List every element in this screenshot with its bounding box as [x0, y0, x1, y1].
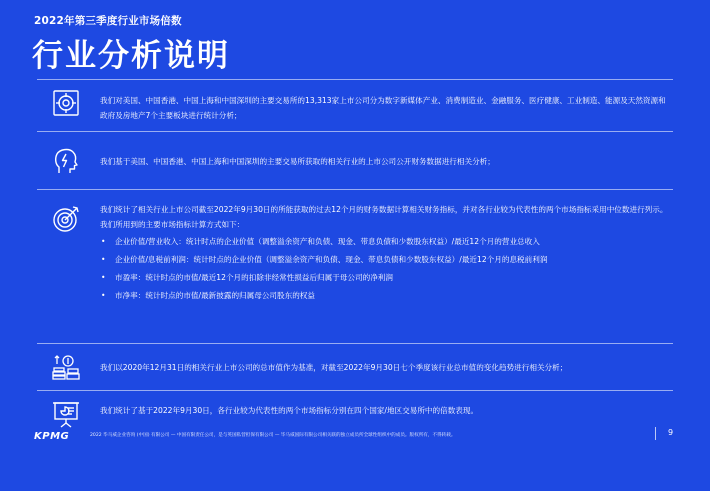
list-item-body: [100, 202, 673, 308]
list-item: [37, 343, 673, 390]
analysis-notes-list: [37, 79, 673, 434]
list-item-text: 我们统计了相关行业上市公司截至2022年9月30日的所能获取的过去12个月的财务数据计算相关财务指标，并对各行业较为代表性的两个市场指标采用中位数进行列示。我们所用到的主要市场指标计算方式如下：: [100, 205, 668, 229]
list-item: [37, 390, 673, 434]
list-item: [37, 79, 673, 131]
list-item-text: 我们对美国、中国香港、中国上海和中国深圳的主要交易所的13,313家上市公司分为数字新媒体产业、消费制造业、金融服务、医疗健康、工业制造、能源及天然资源和政府及房地产7个主要板块进行统计分析；: [100, 96, 666, 120]
presentation-board-icon: [51, 399, 81, 429]
kpmg-logo: KPMG: [34, 431, 70, 442]
list-item: [37, 189, 673, 343]
metric-definition: • 市净率：统计时点的市值/最新披露的归属母公司股东的权益: [100, 290, 673, 302]
bullseye-icon: [51, 204, 81, 234]
page-number: 9: [668, 428, 674, 437]
metric-definition: • 企业价值/息税前利润：统计时点的企业价值（调整溢余资产和负债、现金、带息负债和少数股东权益）/最近12个月的息税前利润: [100, 254, 673, 266]
footer-divider: [655, 427, 656, 440]
footer-legal-text: 2022 毕马威企业咨询 (中国) 有限公司 — 中国有限责任公司，是与英国私营担保有限公司 — 毕马威国际有限公司相关联的独立成员所全球性组织中的成员。版权所有，不得转载。: [90, 433, 456, 438]
list-item-text: 我们统计了基于2022年9月30日，各行业较为代表性的两个市场指标分别在四个国家/地区交易所中的倍数表现。: [100, 406, 479, 415]
metric-definition: • 市盈率：统计时点的市值/最近12个月的扣除非经常性损益后归属于母公司的净利润: [100, 272, 673, 284]
page-title: 行业分析说明: [32, 38, 230, 74]
money-stack-icon: [51, 352, 81, 382]
target-frame-icon: [51, 88, 81, 118]
head-idea-icon: [51, 146, 81, 176]
list-item-text: 我们以2020年12月31日的相关行业上市公司的总市值作为基准，对截至2022年9月30日七个季度该行业总市值的变化趋势进行相关分析；: [100, 363, 568, 372]
list-item: [37, 131, 673, 189]
report-supertitle: 2022年第三季度行业市场倍数: [34, 15, 182, 27]
list-item-text: 我们基于美国、中国香港、中国上海和中国深圳的主要交易所获取的相关行业的上市公司公开财务数据进行相关分析；: [100, 157, 495, 166]
metric-definition: • 企业价值/营业收入：统计时点的企业价值（调整溢余资产和负债、现金、带息负债和少数股东权益）/最近12个月的营业总收入: [100, 236, 673, 248]
metric-definitions-list: [100, 236, 673, 302]
